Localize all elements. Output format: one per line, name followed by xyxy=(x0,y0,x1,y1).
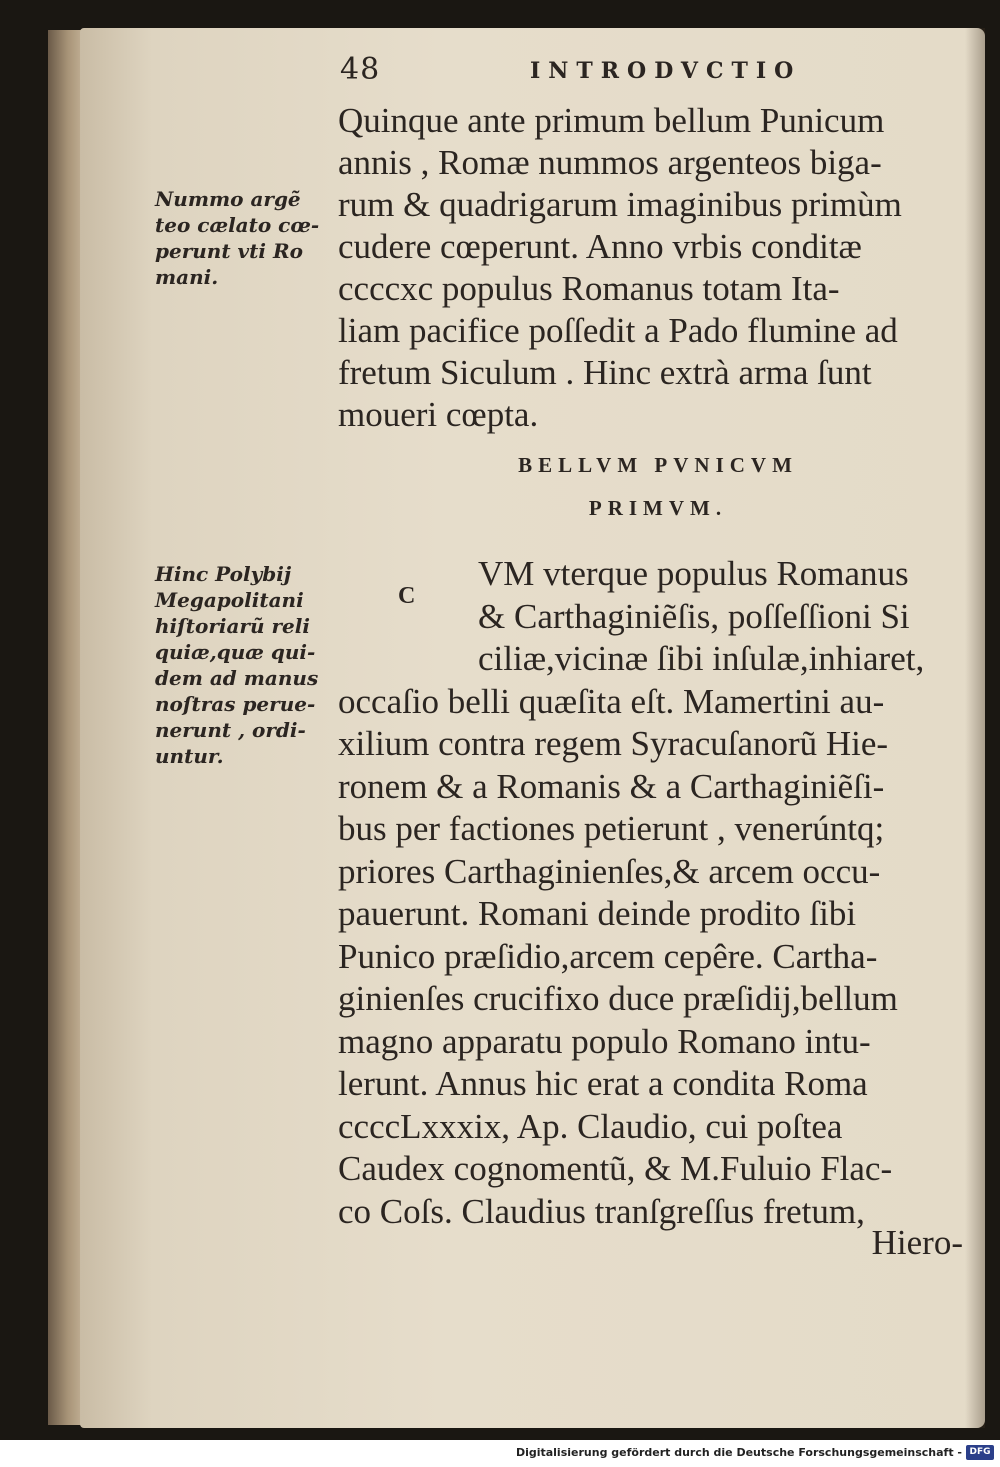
text-line: Punico præſidio,arcem cepêre. Cartha- xyxy=(338,936,878,976)
digitization-footer xyxy=(0,1440,1000,1467)
running-title: INTRODVCTIO xyxy=(530,58,802,84)
marginal-note-coinage xyxy=(155,186,335,290)
marginal-line: teo cælato cœ- xyxy=(155,213,320,237)
dfg-logo-icon: DFG xyxy=(966,1445,994,1460)
text-line: ccccxc populus Romanus totam Ita- xyxy=(338,269,840,308)
text-line: & Carthaginiẽſis, poſſeſſioni Si xyxy=(478,596,910,636)
text-line: co Coſs. Claudius tranſgreſſus fretum, xyxy=(338,1191,865,1231)
text-line: magno apparatu populo Romano intu- xyxy=(338,1021,871,1061)
chapter-heading-line-2: PRIMVM. xyxy=(588,496,728,520)
catchword: Hiero- xyxy=(871,1223,963,1262)
text-line: cudere cœperunt. Anno vrbis conditæ xyxy=(338,227,862,266)
text-line: fretum Siculum . Hinc extrà arma ſunt xyxy=(338,353,872,392)
text-line: VM vterque populus Romanus xyxy=(478,554,909,593)
marginal-line: untur. xyxy=(155,744,224,768)
text-line: ginienſes crucifixo duce præſidij,bellum xyxy=(338,979,898,1018)
text-line: annis , Romæ nummos argenteos biga- xyxy=(338,143,882,182)
marginal-line: mani. xyxy=(155,265,219,289)
text-line: occaſio belli quæſita eſt. Mamertini au- xyxy=(338,681,885,721)
drop-cap-letter: C xyxy=(398,583,416,609)
chapter-heading-line-1: BELLVM PVNICVM xyxy=(518,453,798,477)
page-header xyxy=(340,52,980,92)
text-line: bus per factiones petierunt , venerúntq; xyxy=(338,809,885,848)
text-line: ciliæ,vicinæ ſibi inſulæ,inhiaret, xyxy=(478,639,925,678)
text-line: Caudex cognomentũ, & M.Fuluio Flac- xyxy=(338,1149,893,1188)
text-line: liam pacifice poſſedit a Pado flumine ad xyxy=(338,311,898,350)
text-line: Quinque ante primum bellum Punicum xyxy=(338,101,885,140)
marginal-line: Nummo argẽ xyxy=(155,187,301,211)
text-line: priores Carthaginienſes,& arcem occu- xyxy=(338,851,881,891)
funding-credit: Digitalisierung gefördert durch die Deutsche Forschungsgemeinschaft - xyxy=(515,1446,962,1459)
page-number: 48 xyxy=(340,52,381,87)
marginal-line: Megapolitani xyxy=(155,588,304,612)
text-line: xilium contra regem Syracuſanorũ Hie- xyxy=(338,724,889,763)
main-text-block xyxy=(338,100,978,436)
marginal-note-polybius xyxy=(155,561,335,769)
marginal-line: hiſtoriarũ reli xyxy=(155,614,310,638)
text-line: moueri cœpta. xyxy=(338,395,539,434)
text-line: rum & quadrigarum imaginibus primùm xyxy=(338,185,902,224)
text-line: ronem & a Romanis & a Carthaginiẽſi- xyxy=(338,766,885,806)
marginal-line: nerunt , ordi- xyxy=(155,718,306,742)
text-line: pauerunt. Romani deinde prodito ſibi xyxy=(338,894,857,933)
chapter-text-block xyxy=(338,553,978,1233)
marginal-line: Hinc Polybij xyxy=(155,562,292,586)
marginal-line: dem ad manus xyxy=(155,666,319,690)
text-line: ccccLxxxix, Ap. Claudio, cui poſtea xyxy=(338,1106,843,1146)
text-line: lerunt. Annus hic erat a condita Roma xyxy=(338,1064,868,1103)
marginal-line: quiæ,quæ qui- xyxy=(155,640,316,664)
marginal-line: perunt vti Ro xyxy=(155,239,303,263)
page-sheet xyxy=(80,28,985,1428)
marginal-line: noſtras perue- xyxy=(155,692,316,716)
